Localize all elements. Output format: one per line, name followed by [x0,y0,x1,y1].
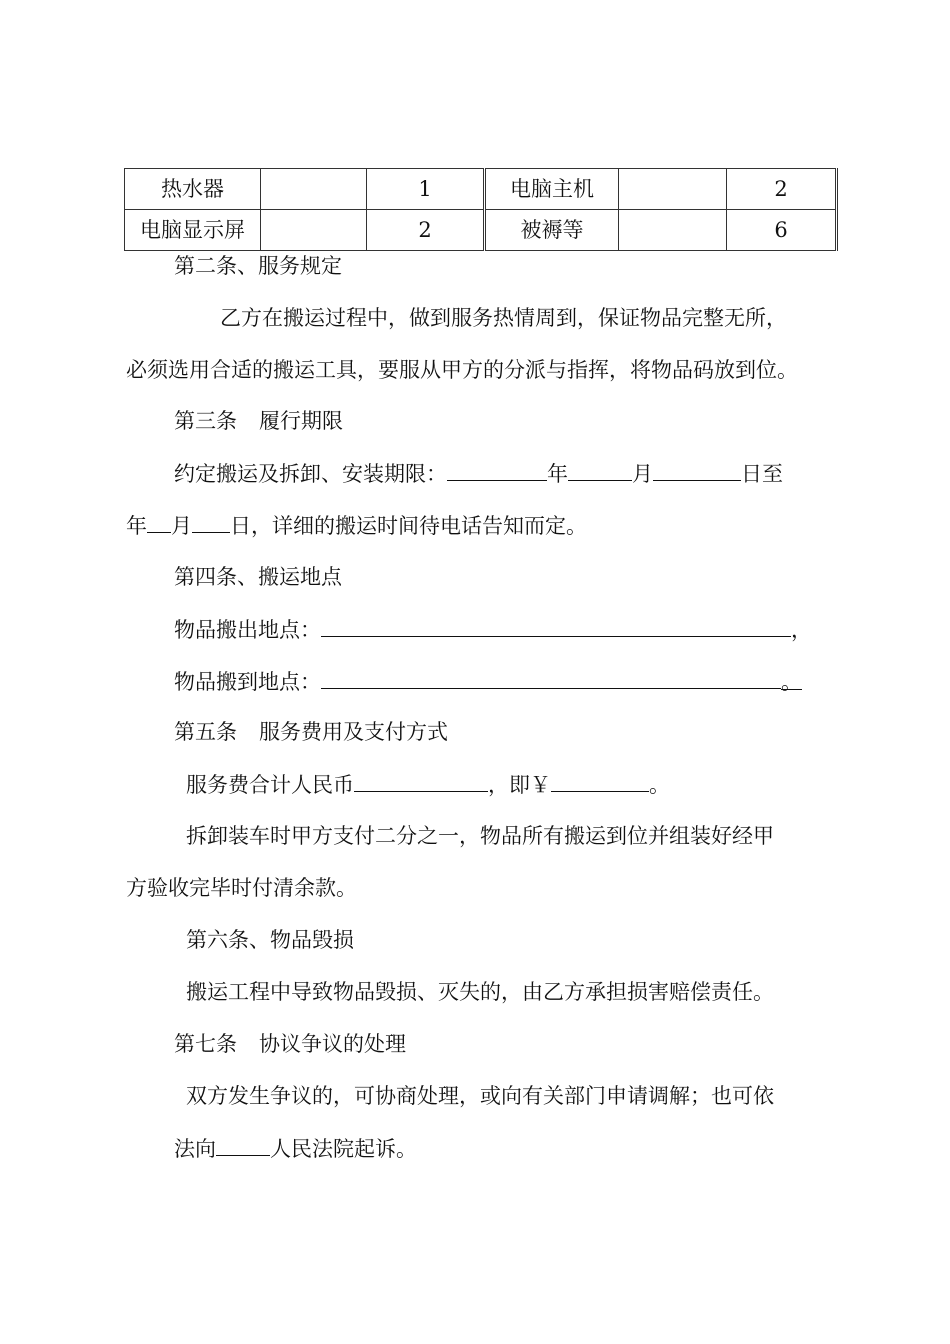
blank-field[interactable] [147,510,171,533]
unit-text: 日至 [741,462,783,486]
punctuation: 。 [781,667,802,690]
fee-label: 服务费合计人民币 [186,773,354,797]
period-label: 约定搬运及拆卸、安装期限： [174,462,447,486]
unit-text: 年 [547,462,568,486]
paragraph: 乙方在搬运过程中，做到服务热情周到，保证物品完整无所， [220,306,787,330]
item-quantity: 2 [367,210,485,251]
section-4-title: 第四条、搬运地点 [174,565,342,589]
section-2-title: 第二条、服务规定 [174,254,342,278]
to-address-line [174,666,802,696]
period-text: 日，详细的搬运时间待电话告知而定。 [230,514,587,538]
item-name: 电脑显示屏 [125,210,261,251]
section-7-title [174,1029,406,1059]
fee-amount-field[interactable] [551,769,649,792]
item-quantity: 2 [727,169,837,210]
section-number: 第五条 [174,720,237,744]
items-table [124,168,838,251]
empty-cell [261,169,367,210]
section-number: 第七条 [174,1032,237,1056]
from-address-field[interactable] [321,614,791,637]
from-address-line [174,614,812,644]
blank-field[interactable] [653,458,741,481]
fee-field[interactable] [354,769,488,792]
item-name: 电脑主机 [485,169,619,210]
fee-line [186,769,670,799]
period-line-2 [126,510,587,540]
item-name: 被褥等 [485,210,619,251]
section-6-title: 第六条、物品毁损 [186,928,354,952]
from-label: 物品搬出地点： [174,618,321,642]
court-field[interactable] [216,1133,270,1156]
empty-cell [261,210,367,251]
unit-text: 月 [632,462,653,486]
blank-field[interactable] [447,458,547,481]
court-line [174,1133,417,1163]
table-row [125,210,837,251]
section-heading: 服务费用及支付方式 [259,720,448,744]
item-quantity: 1 [367,169,485,210]
punctuation: 。 [649,773,670,797]
unit-text: 月 [171,514,192,538]
paragraph: 搬运工程中导致物品毁损、灭失的，由乙方承担损害赔偿责任。 [186,980,774,1004]
court-text: 法向 [174,1137,216,1161]
to-label: 物品搬到地点： [174,670,321,694]
to-address-field[interactable] [321,666,781,689]
blank-field[interactable] [568,458,632,481]
fee-label: ，即￥ [488,773,551,797]
paragraph: 方验收完毕时付清余款。 [126,876,357,900]
paragraph: 拆卸装车时甲方支付二分之一，物品所有搬运到位并组装好经甲 [186,824,774,848]
period-line-1 [174,458,783,488]
section-3-title [174,406,343,436]
item-name: 热水器 [125,169,261,210]
punctuation: ， [791,618,812,642]
unit-text: 年 [126,514,147,538]
paragraph: 双方发生争议的，可协商处理，或向有关部门申请调解；也可依 [186,1084,774,1108]
empty-cell [619,169,727,210]
paragraph: 必须选用合适的搬运工具，要服从甲方的分派与指挥，将物品码放到位。 [126,358,798,382]
item-quantity: 6 [727,210,837,251]
blank-field[interactable] [192,510,230,533]
section-heading: 履行期限 [259,409,343,433]
table-row [125,169,837,210]
section-heading: 协议争议的处理 [259,1032,406,1056]
empty-cell [619,210,727,251]
section-5-title [174,717,448,747]
court-text: 人民法院起诉。 [270,1137,417,1161]
section-number: 第三条 [174,409,237,433]
